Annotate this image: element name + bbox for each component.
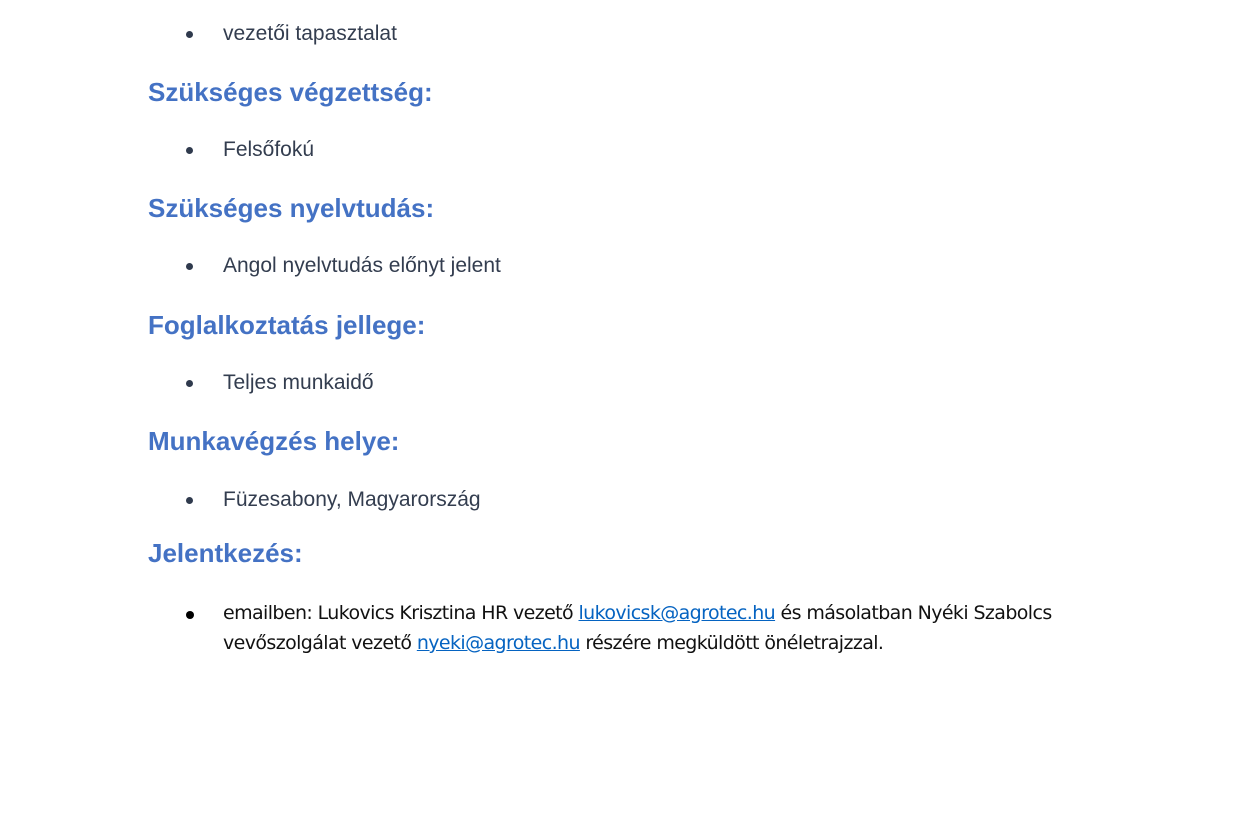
application-text: emailben: Lukovics Krisztina HR vezető [223,602,579,624]
bullet-icon [186,31,193,38]
list-item-text: Angol nyelvtudás előnyt jelent [223,254,501,277]
bullet-icon [186,497,193,504]
list-item-text: Teljes munkaidő [223,371,374,394]
section-heading-workplace: Munkavégzés helye: [148,426,400,456]
list-item-text: Felsőfokú [223,138,315,161]
application-text: és másolatban Nyéki Szabolcs vevőszolgálat vezető [223,602,1052,654]
bullet-icon [186,380,193,387]
bullet-icon [186,147,193,154]
section-heading-employment-type: Foglalkoztatás jellege: [148,310,426,340]
bullet-icon [186,263,193,270]
application-paragraph [223,598,1123,658]
application-text: részére megküldött önéletrajzzal. [579,632,884,654]
list-item-text: vezetői tapasztalat [223,22,397,45]
list-item-text: Füzesabony, Magyarország [223,488,481,511]
email-link-hr[interactable]: lukovicsk@agrotec.hu [578,602,776,624]
section-heading-language: Szükséges nyelvtudás: [148,193,435,223]
email-link-customer-service[interactable]: nyeki@agrotec.hu [416,632,580,654]
bullet-icon [186,611,194,619]
section-heading-application: Jelentkezés: [148,538,303,568]
section-heading-education: Szükséges végzettség: [148,77,433,107]
